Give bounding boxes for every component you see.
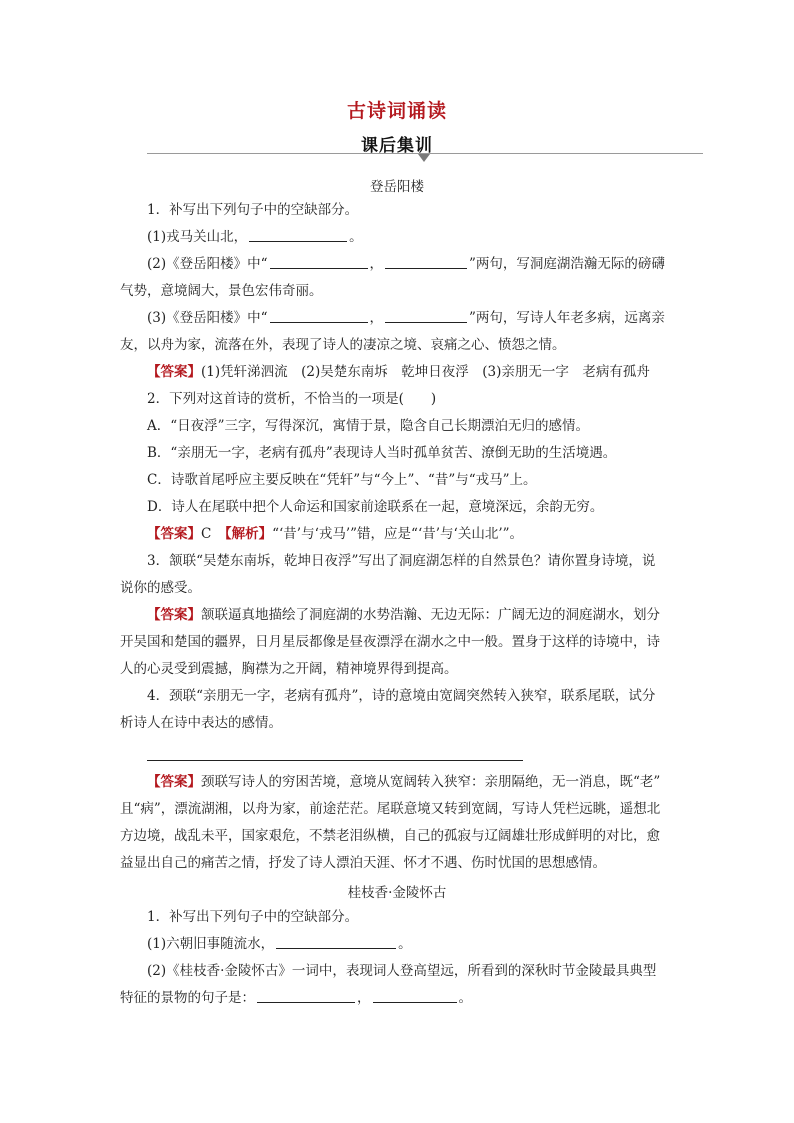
option-c: C．诗歌首尾呼应主要反映在“凭轩”与“今上”、“昔”与“戎马”上。 — [147, 472, 537, 488]
answer-blank[interactable] — [270, 309, 368, 323]
answer-blank[interactable] — [276, 935, 396, 949]
answer-blank[interactable] — [249, 228, 347, 242]
question-stem: 1．补写出下列句子中的空缺部分。 — [147, 202, 359, 218]
answer-tag: 【答案】 — [147, 364, 201, 380]
fill-blank-item: (1)六朝旧事随流水， 。 — [147, 936, 412, 952]
paragraph-continuation: 说你的感受。 — [120, 580, 201, 596]
answer-line: 【答案】颈联写诗人的穷困苦境，意境从宽阔转入狭窄：亲朋隔绝，无一消息，既“老” — [147, 774, 661, 790]
question-stem: 4．颈联“亲朋无一字，老病有孤舟”，诗的意境由宽阔突然转入狭窄，联系尾联，试分 — [147, 688, 656, 704]
answer-blank[interactable] — [385, 255, 467, 269]
poem-title: 登岳阳楼 — [370, 179, 424, 195]
question-stem: 2．下列对这首诗的赏析，不恰当的一项是( ) — [147, 391, 437, 407]
fill-blank-item: (3)《登岳阳楼》中“ ， ”两句，写诗人年老多病，远离亲 — [147, 310, 665, 326]
answer-tag: 【答案】 — [147, 774, 201, 790]
answer-blank[interactable] — [373, 989, 457, 1003]
fill-blank-item: 特征的景物的句子是： ， 。 — [120, 990, 472, 1006]
answer-line: 【答案】(1)凭轩涕泗流 (2)吴楚东南坼 乾坤日夜浮 (3)亲朋无一字 老病有孤舟 — [147, 364, 650, 380]
option-b: B．“亲朋无一字，老病有孤舟”表现诗人当时孤单贫苦、潦倒无助的生活境遇。 — [147, 445, 617, 461]
answer-line: 【答案】颔联逼真地描绘了洞庭湖的水势浩瀚、无边无际：广阔无边的洞庭湖水，划分 — [147, 607, 660, 623]
answer-tag: 【答案】 — [147, 526, 201, 542]
answer-line: 【答案】C 【解析】“‘昔’与‘戎马’”错，应是“‘昔’与‘关山北’”。 — [147, 526, 524, 542]
option-a: A．“日夜浮”三字，写得深沉，寓情于景，隐含自己长期漂泊无归的感情。 — [147, 418, 590, 434]
answer-tag: 【答案】 — [147, 607, 201, 623]
option-d: D．诗人在尾联中把个人命运和国家前途联系在一起，意境深远，余韵无穷。 — [147, 499, 604, 515]
answer-blank[interactable] — [270, 255, 368, 269]
answer-blank[interactable] — [385, 309, 467, 323]
page-title: 古诗词诵读 — [346, 100, 447, 122]
triangle-down-icon — [418, 154, 430, 162]
answer-blank[interactable] — [257, 989, 355, 1003]
fill-blank-item: (2)《登岳阳楼》中“ ， ”两句，写洞庭湖浩瀚无际的磅礴 — [147, 256, 665, 272]
paragraph-continuation: 友，以舟为家，流落在外，表现了诗人的凄凉之境、哀痛之心、愤怨之情。 — [120, 337, 566, 353]
section-heading: 课后集训 — [361, 136, 433, 156]
answer-continuation: 开吴国和楚国的疆界，日月星辰都像是昼夜漂浮在湖水之中一般。置身于这样的诗境中，诗 — [120, 634, 660, 650]
answer-continuation: 益显出自己的痛苦之情，抒发了诗人漂泊天涯、怀才不遇、伤时忧国的思想感情。 — [120, 855, 606, 871]
analysis-tag: 【解析】 — [224, 526, 273, 542]
answer-writing-line[interactable] — [147, 760, 523, 761]
paragraph-continuation: 析诗人在诗中表达的感情。 — [120, 715, 282, 731]
paragraph-continuation: 气势，意境阔大，景色宏伟奇丽。 — [120, 283, 323, 299]
question-stem: 1．补写出下列句子中的空缺部分。 — [147, 909, 359, 925]
poem-title: 桂枝香·金陵怀古 — [347, 885, 447, 901]
fill-blank-item: (1)戎马关山北， 。 — [147, 229, 363, 245]
answer-continuation: 人的心灵受到震撼，胸襟为之开阔，精神境界得到提高。 — [120, 661, 458, 677]
question-stem: 3．颔联“吴楚东南坼，乾坤日夜浮”写出了洞庭湖怎样的自然景色？请你置身诗境，说 — [147, 553, 656, 569]
question-stem: (2)《桂枝香·金陵怀古》一词中，表现词人登高望远，所看到的深秋时节金陵最具典型 — [147, 963, 657, 979]
answer-continuation: 且“病”，漂流湖湘，以舟为家，前途茫茫。尾联意境又转到宽阔，写诗人凭栏远眺，遥想北 — [120, 801, 661, 817]
answer-continuation: 方边境，战乱未平，国家艰危，不禁老泪纵横，自己的孤寂与辽阔雄壮形成鲜明的对比，愈 — [120, 828, 660, 844]
